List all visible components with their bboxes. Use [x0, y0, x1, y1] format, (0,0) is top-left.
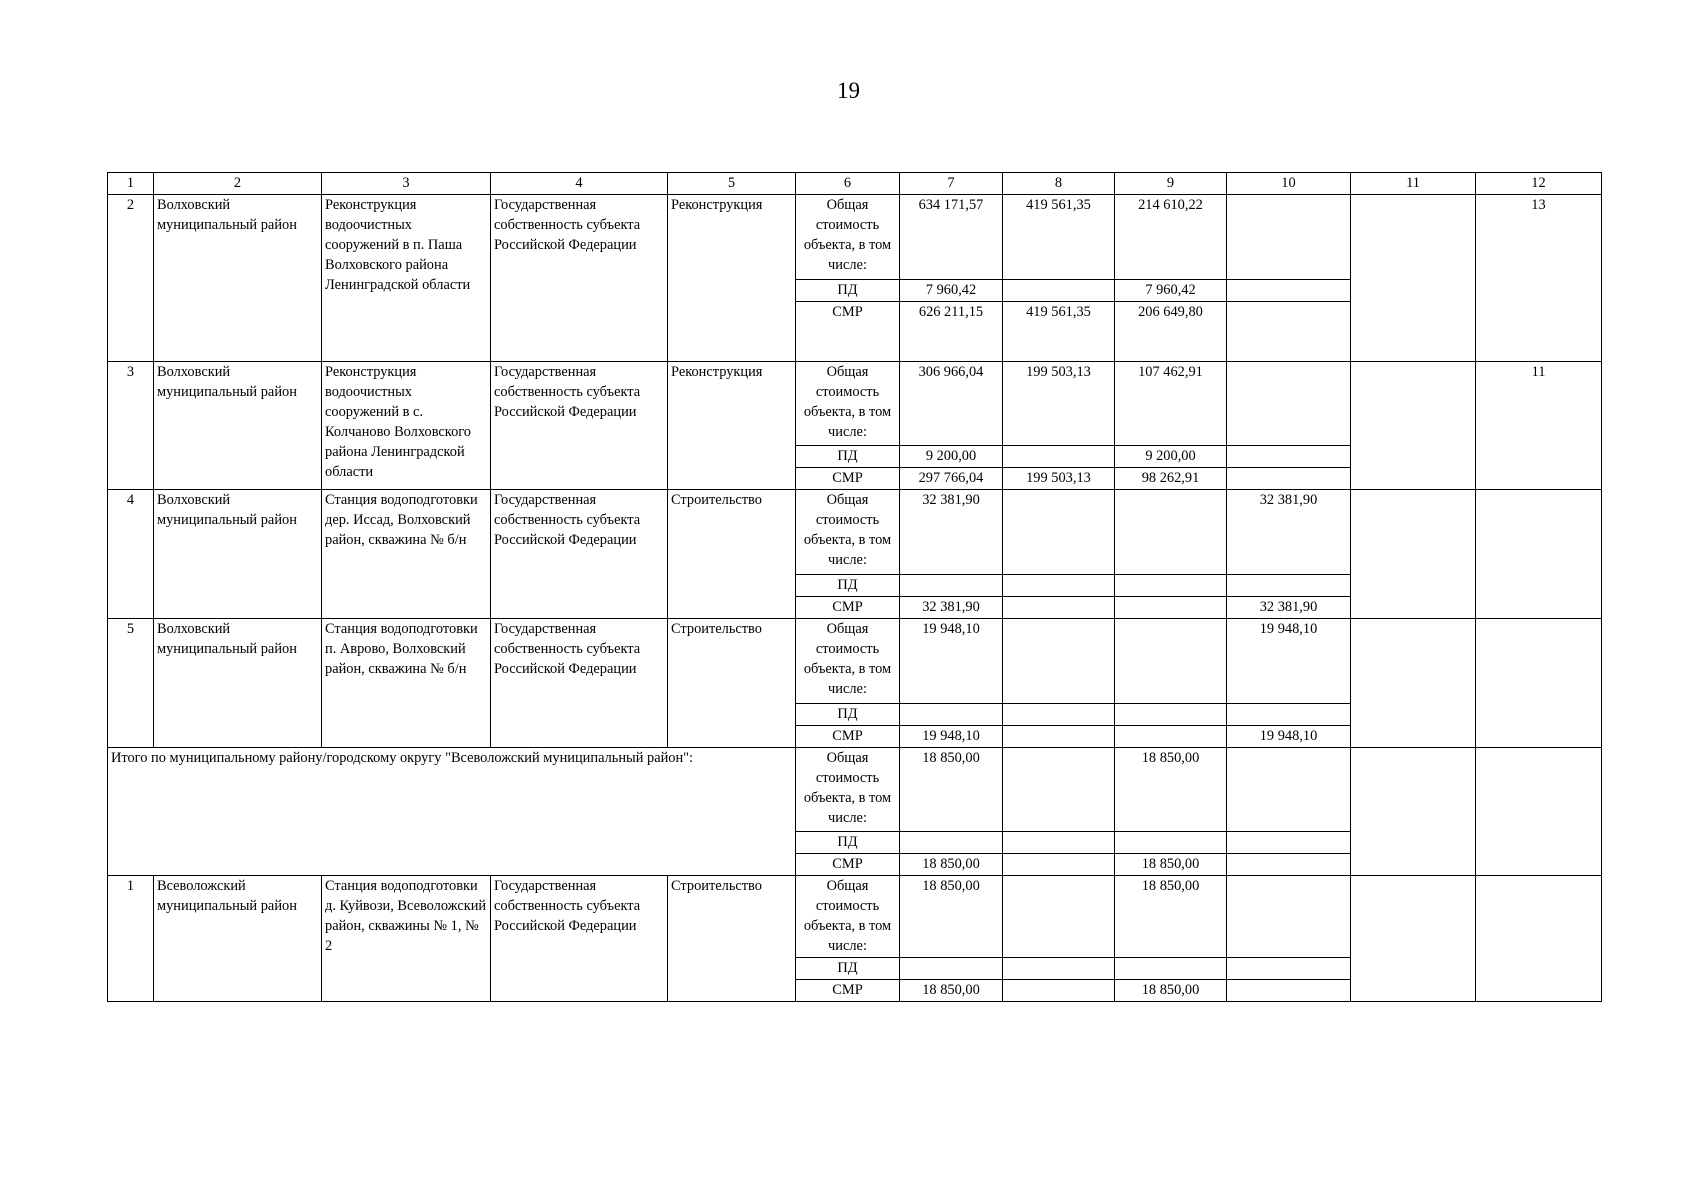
column-header: 9 — [1115, 173, 1227, 195]
object-name-cell: Реконструкция водоочистных сооружений в п. Паша Волховского района Ленинградской области — [322, 195, 491, 362]
cost-type-smr: СМР — [796, 980, 900, 1002]
district-cell: Всеволожский муниципальный район — [154, 876, 322, 1002]
cell-col11 — [1351, 876, 1476, 1002]
cost-type-smr: СМР — [796, 302, 900, 362]
cost-type-pd: ПД — [796, 832, 900, 854]
district-cell: Волховский муниципальный район — [154, 490, 322, 619]
cost-type-smr: СМР — [796, 854, 900, 876]
cell-col10 — [1227, 748, 1351, 832]
cell-col8 — [1003, 726, 1115, 748]
table-row — [108, 362, 1602, 446]
column-header: 4 — [491, 173, 668, 195]
cell-col9: 9 200,00 — [1115, 446, 1227, 468]
cell-col10: 19 948,10 — [1227, 619, 1351, 704]
cell-col7: 297 766,04 — [900, 468, 1003, 490]
cost-type-pd: ПД — [796, 446, 900, 468]
cell-col10 — [1227, 832, 1351, 854]
row-number: 3 — [108, 362, 154, 490]
cell-col12: 13 — [1476, 195, 1602, 362]
cell-col7: 32 381,90 — [900, 597, 1003, 619]
investment-objects-table — [107, 172, 1602, 1002]
cell-col7: 18 850,00 — [900, 854, 1003, 876]
cell-col9: 18 850,00 — [1115, 980, 1227, 1002]
cell-col8 — [1003, 597, 1115, 619]
cost-type-pd: ПД — [796, 958, 900, 980]
cell-col8 — [1003, 704, 1115, 726]
cell-col10 — [1227, 958, 1351, 980]
cell-col7: 19 948,10 — [900, 726, 1003, 748]
work-type-cell: Реконструкция — [668, 362, 796, 490]
work-type-cell: Реконструкция — [668, 195, 796, 362]
object-name-cell: Станция водоподготовки д. Куйвози, Всеволожский район, скважины № 1, № 2 — [322, 876, 491, 1002]
cell-col9: 18 850,00 — [1115, 748, 1227, 832]
cell-col11 — [1351, 195, 1476, 362]
cell-col12 — [1476, 748, 1602, 876]
cell-col8 — [1003, 575, 1115, 597]
cell-col7: 634 171,57 — [900, 195, 1003, 280]
cell-col10 — [1227, 302, 1351, 362]
cell-col9 — [1115, 619, 1227, 704]
cell-col10 — [1227, 468, 1351, 490]
cell-col8 — [1003, 280, 1115, 302]
table-body — [108, 173, 1602, 1002]
cell-col8: 419 561,35 — [1003, 302, 1115, 362]
column-header: 1 — [108, 173, 154, 195]
cell-col10 — [1227, 980, 1351, 1002]
cell-col9 — [1115, 704, 1227, 726]
cell-col7: 9 200,00 — [900, 446, 1003, 468]
cell-col7: 626 211,15 — [900, 302, 1003, 362]
column-header: 11 — [1351, 173, 1476, 195]
cost-type-total: Общая стоимость объекта, в том числе: — [796, 619, 900, 704]
cell-col9: 18 850,00 — [1115, 876, 1227, 958]
district-cell: Волховский муниципальный район — [154, 362, 322, 490]
table-row — [108, 490, 1602, 575]
page-number: 19 — [837, 78, 860, 103]
cell-col7: 18 850,00 — [900, 980, 1003, 1002]
cost-type-total: Общая стоимость объекта, в том числе: — [796, 490, 900, 575]
cell-col8: 199 503,13 — [1003, 468, 1115, 490]
cell-col9 — [1115, 832, 1227, 854]
summary-label: Итого по муниципальному району/городскому округу "Всеволожский муниципальный район": — [108, 748, 796, 876]
cell-col12: 11 — [1476, 362, 1602, 490]
table-row — [108, 876, 1602, 958]
cell-col8 — [1003, 490, 1115, 575]
ownership-cell: Государственная собственность субъекта Российской Федерации — [491, 619, 668, 748]
cell-col7 — [900, 575, 1003, 597]
cost-type-pd: ПД — [796, 704, 900, 726]
column-header: 5 — [668, 173, 796, 195]
object-name-cell: Станция водоподготовки дер. Иссад, Волховский район, скважина № б/н — [322, 490, 491, 619]
column-header: 8 — [1003, 173, 1115, 195]
table-row — [108, 195, 1602, 280]
column-header: 12 — [1476, 173, 1602, 195]
cell-col8 — [1003, 619, 1115, 704]
cell-col8 — [1003, 876, 1115, 958]
cost-type-smr: СМР — [796, 726, 900, 748]
cell-col10 — [1227, 575, 1351, 597]
cell-col12 — [1476, 619, 1602, 748]
row-number: 4 — [108, 490, 154, 619]
cell-col7: 18 850,00 — [900, 876, 1003, 958]
column-header: 10 — [1227, 173, 1351, 195]
row-number: 1 — [108, 876, 154, 1002]
cell-col10 — [1227, 854, 1351, 876]
cell-col7: 306 966,04 — [900, 362, 1003, 446]
ownership-cell: Государственная собственность субъекта Российской Федерации — [491, 490, 668, 619]
cost-type-total: Общая стоимость объекта, в том числе: — [796, 876, 900, 958]
cell-col11 — [1351, 619, 1476, 748]
ownership-cell: Государственная собственность субъекта Российской Федерации — [491, 876, 668, 1002]
cell-col7 — [900, 704, 1003, 726]
column-header: 7 — [900, 173, 1003, 195]
cell-col9: 98 262,91 — [1115, 468, 1227, 490]
cell-col7: 18 850,00 — [900, 748, 1003, 832]
cell-col7: 32 381,90 — [900, 490, 1003, 575]
district-cell: Волховский муниципальный район — [154, 619, 322, 748]
cell-col8 — [1003, 958, 1115, 980]
cost-type-total: Общая стоимость объекта, в том числе: — [796, 195, 900, 280]
cell-col8 — [1003, 446, 1115, 468]
cell-col12 — [1476, 876, 1602, 1002]
ownership-cell: Государственная собственность субъекта Российской Федерации — [491, 362, 668, 490]
cell-col9: 18 850,00 — [1115, 854, 1227, 876]
cell-col8: 199 503,13 — [1003, 362, 1115, 446]
cell-col8 — [1003, 748, 1115, 832]
cell-col10 — [1227, 876, 1351, 958]
cell-col7 — [900, 958, 1003, 980]
cell-col11 — [1351, 490, 1476, 619]
work-type-cell: Строительство — [668, 619, 796, 748]
cell-col9 — [1115, 726, 1227, 748]
cell-col10 — [1227, 362, 1351, 446]
cell-col9: 206 649,80 — [1115, 302, 1227, 362]
cost-type-pd: ПД — [796, 575, 900, 597]
work-type-cell: Строительство — [668, 490, 796, 619]
cell-col10: 32 381,90 — [1227, 490, 1351, 575]
ownership-cell: Государственная собственность субъекта Российской Федерации — [491, 195, 668, 362]
cell-col10 — [1227, 704, 1351, 726]
cell-col9: 7 960,42 — [1115, 280, 1227, 302]
cell-col8: 419 561,35 — [1003, 195, 1115, 280]
cell-col10 — [1227, 195, 1351, 280]
cell-col7 — [900, 832, 1003, 854]
cell-col9 — [1115, 575, 1227, 597]
column-header: 2 — [154, 173, 322, 195]
cost-type-smr: СМР — [796, 597, 900, 619]
object-name-cell: Реконструкция водоочистных сооружений в с. Колчаново Волховского района Ленинградской области — [322, 362, 491, 490]
cell-col9 — [1115, 597, 1227, 619]
cell-col8 — [1003, 980, 1115, 1002]
column-numbers-row — [108, 173, 1602, 195]
row-number: 5 — [108, 619, 154, 748]
cell-col11 — [1351, 362, 1476, 490]
cost-type-smr: СМР — [796, 468, 900, 490]
cost-type-total: Общая стоимость объекта, в том числе: — [796, 362, 900, 446]
object-name-cell: Станция водоподготовки п. Аврово, Волховский район, скважина № б/н — [322, 619, 491, 748]
district-cell: Волховский муниципальный район — [154, 195, 322, 362]
column-header: 6 — [796, 173, 900, 195]
table-row — [108, 619, 1602, 704]
work-type-cell: Строительство — [668, 876, 796, 1002]
cell-col10: 32 381,90 — [1227, 597, 1351, 619]
cell-col9: 107 462,91 — [1115, 362, 1227, 446]
cell-col10 — [1227, 446, 1351, 468]
cost-type-pd: ПД — [796, 280, 900, 302]
cell-col9 — [1115, 490, 1227, 575]
cell-col8 — [1003, 854, 1115, 876]
cost-type-total: Общая стоимость объекта, в том числе: — [796, 748, 900, 832]
cell-col10 — [1227, 280, 1351, 302]
cell-col9 — [1115, 958, 1227, 980]
cell-col12 — [1476, 490, 1602, 619]
row-number: 2 — [108, 195, 154, 362]
cell-col10: 19 948,10 — [1227, 726, 1351, 748]
cell-col7: 19 948,10 — [900, 619, 1003, 704]
summary-row — [108, 748, 1602, 832]
cell-col9: 214 610,22 — [1115, 195, 1227, 280]
column-header: 3 — [322, 173, 491, 195]
cell-col7: 7 960,42 — [900, 280, 1003, 302]
cell-col8 — [1003, 832, 1115, 854]
cell-col11 — [1351, 748, 1476, 876]
